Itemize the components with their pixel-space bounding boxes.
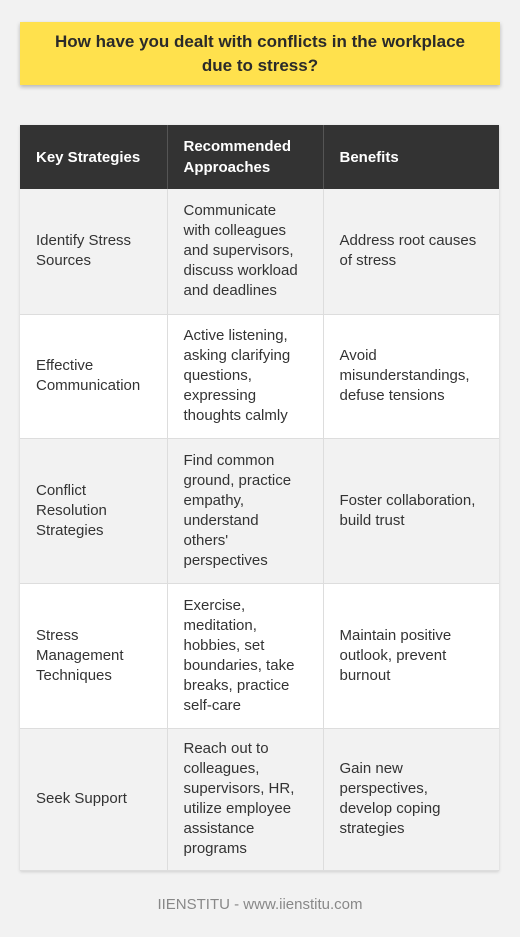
benefit-cell: Gain new perspectives, develop coping strategies: [323, 728, 499, 870]
table-row: [20, 189, 499, 314]
strategy-cell: Effective Communication: [20, 314, 167, 438]
strategy-cell: Seek Support: [20, 728, 167, 870]
header-key-strategies: Key Strategies: [20, 125, 167, 189]
strategy-cell: Stress Management Techniques: [20, 583, 167, 728]
approach-cell: Exercise, meditation, hobbies, set boundaries, take breaks, practice self-care: [167, 583, 323, 728]
header-benefits: Benefits: [323, 125, 499, 189]
table-header-row: [20, 125, 499, 189]
title-banner: [20, 22, 500, 85]
benefit-cell: Maintain positive outlook, prevent burnout: [323, 583, 499, 728]
benefit-cell: Address root causes of stress: [323, 189, 499, 314]
table-row: [20, 583, 499, 728]
strategy-cell: Identify Stress Sources: [20, 189, 167, 314]
page-title: How have you dealt with conflicts in the workplace due to stress?: [55, 31, 465, 75]
approach-cell: Communicate with colleagues and supervisors, discuss workload and deadlines: [167, 189, 323, 314]
strategy-cell: Conflict Resolution Strategies: [20, 438, 167, 583]
benefit-cell: Foster collaboration, build trust: [323, 438, 499, 583]
benefit-cell: Avoid misunderstandings, defuse tensions: [323, 314, 499, 438]
table-row: [20, 314, 499, 438]
approach-cell: Active listening, asking clarifying questions, expressing thoughts calmly: [167, 314, 323, 438]
strategies-table: [20, 125, 499, 871]
table-row: [20, 728, 499, 870]
approach-cell: Reach out to colleagues, supervisors, HR, utilize employee assistance programs: [167, 728, 323, 870]
table-row: [20, 438, 499, 583]
footer-credit: IIENSTITU - www.iienstitu.com: [157, 896, 363, 913]
header-recommended-approaches: Recommended Approaches: [167, 125, 323, 189]
approach-cell: Find common ground, practice empathy, understand others' perspectives: [167, 438, 323, 583]
